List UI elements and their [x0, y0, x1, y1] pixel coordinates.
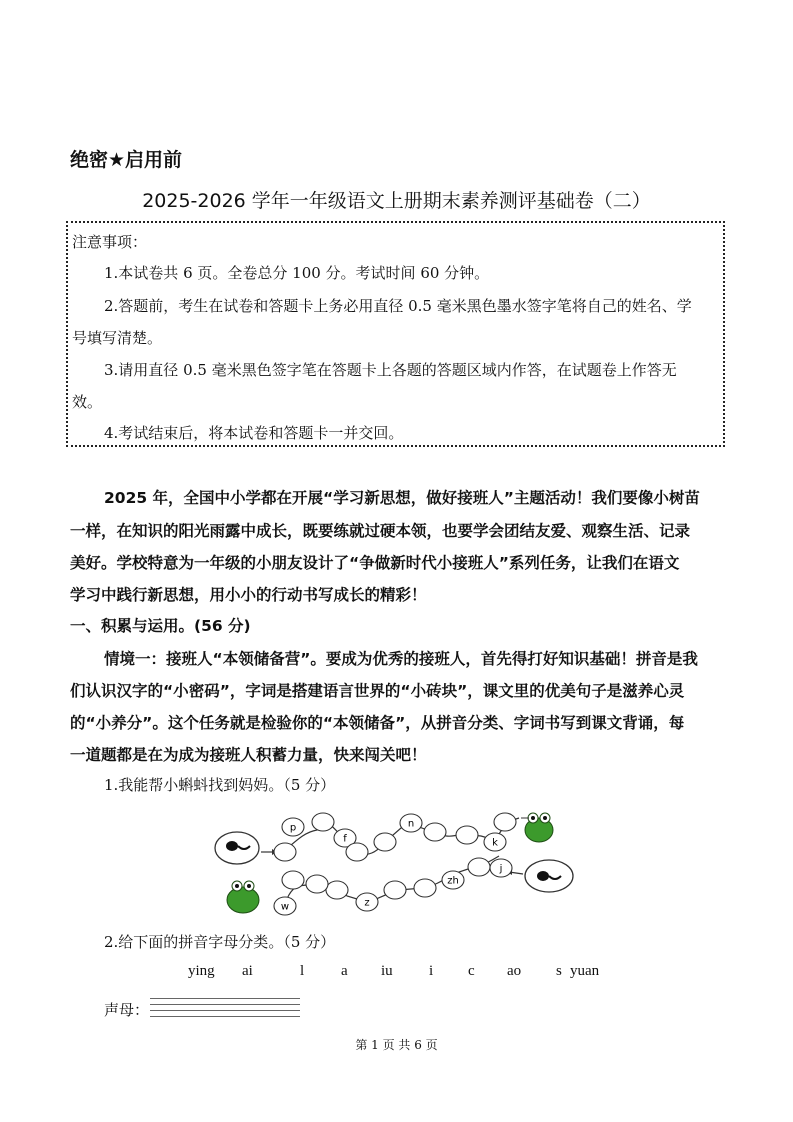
maze-bubble: [384, 881, 406, 899]
notice-item: 4.考试结束后，将本试卷和答题卡一并交回。: [104, 424, 404, 442]
pinyin-item: iu: [381, 963, 393, 979]
intro-line: 美好。学校特意为一年级的小朋友设计了“争做新时代小接班人”系列任务，让我们在语文: [70, 554, 680, 572]
tadpole-right: [507, 860, 573, 892]
maze-letter: n: [407, 818, 415, 830]
confidential-mark: 绝密★启用前: [70, 149, 183, 171]
pinyin-item: l: [300, 963, 305, 979]
notice-item: 1.本试卷共 6 页。全卷总分 100 分。考试时间 60 分钟。: [104, 264, 490, 282]
pinyin-item: ying: [188, 963, 215, 979]
maze-letter: f: [343, 833, 347, 845]
question-1: 1.我能帮小蝌蚪找到妈妈。（5 分）: [104, 776, 336, 794]
answer-line: [150, 1010, 300, 1011]
exam-title: 2025-2026 学年一年级语文上册期末素养测评基础卷（二）: [142, 190, 651, 212]
intro-line: 学习中践行新思想，用小小的行动书写成长的精彩！: [70, 586, 427, 604]
maze-bubble: [468, 858, 490, 876]
pinyin-item: yuan: [570, 963, 600, 979]
maze-letter: zh: [447, 875, 459, 887]
tadpole-maze-figure: [205, 800, 585, 925]
context-line: 情境一：接班人“本领储备营”。要成为优秀的接班人，首先得打好知识基础！拼音是我: [104, 650, 698, 668]
context-line: 们认识汉字的“小密码”，字词是搭建语言世界的“小砖块”，课文里的优美句子是滋养心灵: [70, 682, 685, 700]
page-footer: 第 1 页 共 6 页: [355, 1038, 438, 1052]
pinyin-item: c: [468, 963, 475, 979]
maze-bubble: [374, 833, 396, 851]
answer-line: [150, 998, 300, 999]
question-2: 2.给下面的拼音字母分类。（5 分）: [104, 933, 336, 951]
intro-line: 2025 年，全国中小学都在开展“学习新思想，做好接班人”主题活动！我们要像小树苗: [104, 489, 700, 507]
maze-letter: j: [499, 863, 503, 875]
maze-letter: z: [364, 897, 370, 909]
maze-letter: k: [492, 837, 498, 849]
maze-bubble: [274, 843, 296, 861]
maze-letter: w: [280, 901, 290, 913]
answer-line: [150, 1016, 300, 1017]
tadpole-left: [215, 832, 277, 864]
frog-top-right: [521, 813, 553, 842]
maze-bubble: [282, 871, 304, 889]
context-line: 一道题都是在为成为接班人积蓄力量，快来闯关吧！: [70, 746, 427, 764]
pinyin-item: ao: [507, 963, 522, 979]
maze-bubble: [312, 813, 334, 831]
pinyin-item: s: [556, 963, 562, 979]
initials-label: 声母：: [104, 1001, 150, 1019]
intro-line: 一样，在知识的阳光雨露中成长，既要练就过硬本领，也要学会团结友爱、观察生活、记录: [70, 522, 691, 540]
maze-letter: p: [289, 822, 297, 834]
pinyin-item: ai: [242, 963, 253, 979]
notice-item: 效。: [72, 393, 103, 411]
notice-box: [66, 221, 725, 447]
pinyin-item: a: [341, 963, 348, 979]
maze-bubble: [456, 826, 478, 844]
frog-bottom-left: [227, 881, 259, 913]
maze-bubble: [494, 813, 516, 831]
notice-heading: 注意事项：: [72, 233, 148, 251]
notice-item: 3.请用直径 0.5 毫米黑色签字笔在答题卡上各题的答题区域内作答，在试题卷上作答无: [104, 361, 677, 379]
maze-bubble: [414, 879, 436, 897]
maze-bubble: [424, 823, 446, 841]
maze-bubble: [326, 881, 348, 899]
context-line: 的“小养分”。这个任务就是检验你的“本领储备”，从拼音分类、字词书写到课文背诵，每: [70, 714, 685, 732]
answer-line: [150, 1004, 300, 1005]
notice-item: 号填写清楚。: [72, 329, 163, 347]
maze-bubble: [306, 875, 328, 893]
maze-bubble: [346, 843, 368, 861]
section-heading: 一、积累与运用。(56 分): [70, 617, 251, 635]
notice-item: 2.答题前，考生在试卷和答题卡上务必用直径 0.5 毫米黑色墨水签字笔将自己的姓名、学: [104, 297, 692, 315]
pinyin-item: i: [429, 963, 434, 979]
